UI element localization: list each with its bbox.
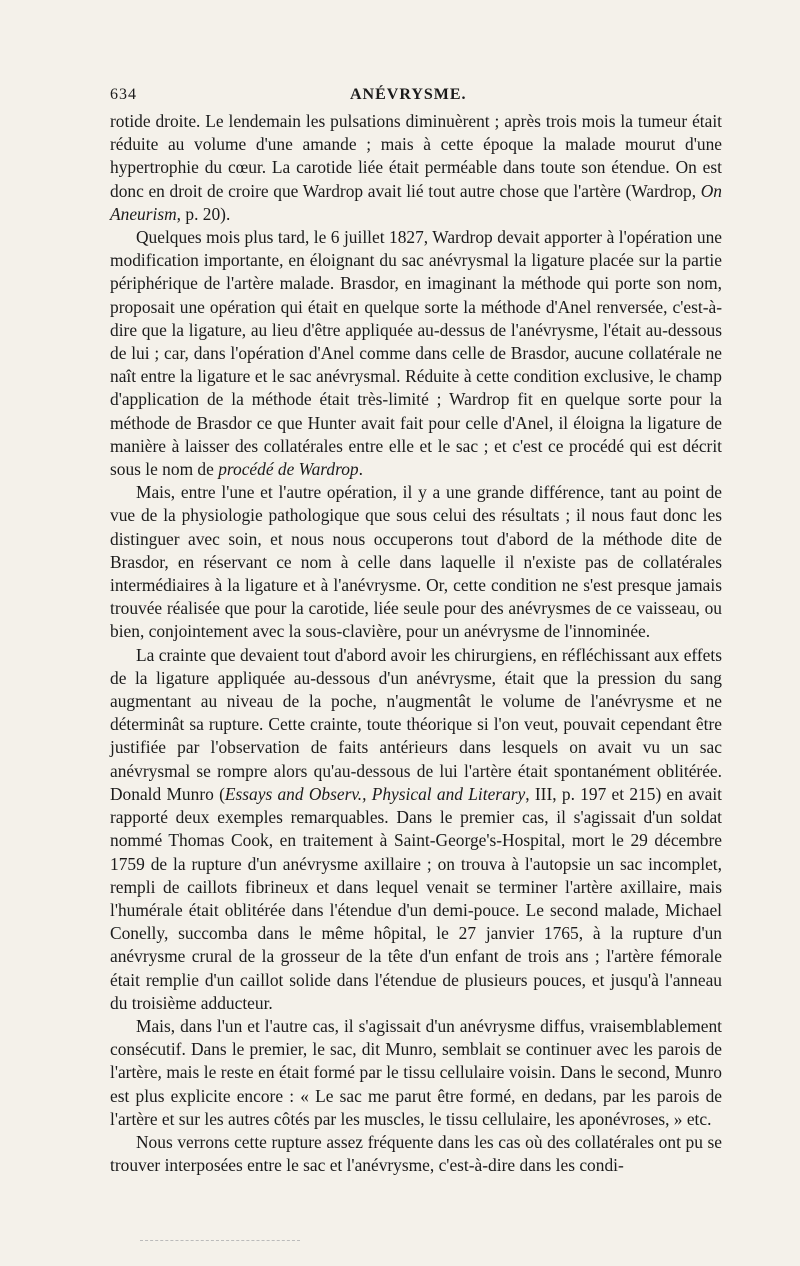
text-run: Mais, dans l'un et l'autre cas, il s'agissait d'un anévrysme diffus, vraisemblablement consécutif. Dans le premier, le sac, dit Munro, semblait se continuer avec les parois de l'artère, mais le reste en était formé par le tissu cellulaire voisin. Dans le second, Munro est plus explicite encore : « Le sac me parut être formé, en dedans, par les parois de l'artère et sur les autres côtés par les muscles, le tissu cellulaire, les aponévroses, » etc. <box>110 1015 722 1129</box>
text-run: Quelques mois plus tard, le 6 juillet 1827, Wardrop devait apporter à l'opération une modification importante, en éloignant du sac anévrysmal la ligature placée sur la partie périphérique de l'artère malade. Brasdor, en imaginant la méthode qui porte son nom, proposait une opération qui était en quelque sorte la méthode d'Anel renversée, c'est-à-dire que la ligature, au lieu d'être appliquée au-dessus de l'anévrysme, l'était au-dessous de lui ; car, dans l'opération d'Anel comme dans celle de Brasdor, aucune collatérale ne naît entre la ligature et le sac anévrysmal. Réduite à cette condition exclusive, le champ d'application de la méthode était très-limité ; Wardrop fit en quelque sorte pour la méthode de Brasdor ce que Hunter avait fait pour celle d'Anel, il éloigna la ligature de manière à laisser des collatérales entre elle et le sac ; et c'est ce procédé qui est décrit sous le nom de <box>110 227 722 480</box>
paragraph <box>110 644 722 1015</box>
text-run: , III, p. 197 et 215) en avait rapporté deux exemples remarquables. Dans le premier cas, il s'agissait d'un soldat nommé Thomas Cook, en traitement à Saint-George's-Hospital, mort le 29 décembre 1759 de la rupture d'un anévrysme axillaire ; on trouva à l'autopsie un sac incomplet, rempli de caillots fibrineux et dans lequel venait se terminer l'artère axillaire, mais l'humérale était oblitérée dans l'étendue d'un demi-pouce. Le second malade, Michael Conelly, succomba dans le même hôpital, le 27 janvier 1765, à la rupture d'un anévrysme crural de la grosseur de la tête d'un enfant de trois ans ; l'artère fémorale était remplie d'un caillot solide dans l'étendue de plusieurs pouces, et jusqu'à l'anneau du troisième adducteur. <box>110 783 722 1013</box>
text-run: . <box>358 459 363 480</box>
running-header <box>110 80 722 110</box>
paragraph <box>110 110 722 226</box>
running-title: ANÉVRYSME. <box>350 86 467 103</box>
italic-citation: Essays and Observ., Physical and Literary <box>224 783 526 804</box>
page-number: 634 <box>110 86 137 103</box>
footer-rule <box>140 1240 300 1241</box>
italic-citation: procédé de Wardrop <box>218 459 359 480</box>
italic-citation: On Aneurism <box>110 180 722 224</box>
paragraph <box>110 481 722 643</box>
body-text <box>110 110 722 1177</box>
text-run: Mais, entre l'une et l'autre opération, il y a une grande différence, tant au point de vue de la physiologie pathologique que sous celui des résultats ; il nous faut donc les distinguer avec soin, et nous nous occuperons tout d'abord de la méthode dite de Brasdor, en réservant ce nom à celle dans laquelle il n'existe pas de collatérales intermédiaires à la ligature et à l'anévrysme. Or, cette condition ne s'est presque jamais trouvée réalisée que pour la carotide, liée seule pour des anévrysmes de ce vaisseau, ou bien, conjointement avec la sous-clavière, pour un anévrysme de l'innominée. <box>110 482 722 642</box>
text-run: La crainte que devaient tout d'abord avoir les chirurgiens, en réfléchissant aux effets de la ligature appliquée au-dessous d'un anévrysme, était que la pression du sang augmentant au niveau de la poche, n'augmentât le volume de l'anévrysme et ne déterminât sa rupture. Cette crainte, toute théorique si l'on veut, pouvait cependant être justifiée par l'observation de faits antérieurs dans lesquels on avait vu un sac anévrysmal se rompre alors qu'au-dessous de lui l'artère était spontanément oblitérée. Donald Munro ( <box>110 644 722 804</box>
text-run: Nous verrons cette rupture assez fréquente dans les cas où des collatérales ont pu se trouver interposées entre le sac et l'anévrysme, c'est-à-dire dans les condi- <box>110 1131 722 1176</box>
text-run: rotide droite. Le lendemain les pulsations diminuèrent ; après trois mois la tumeur était réduite au volume d'une amande ; mais à cette époque la malade mourut d'une hypertrophie du cœur. La carotide liée était perméable dans toute son étendue. On est donc en droit de croire que Wardrop avait lié tout autre chose que l'artère (Wardrop, <box>110 111 722 201</box>
page <box>110 80 722 1177</box>
paragraph <box>110 1131 722 1177</box>
paragraph <box>110 226 722 481</box>
paragraph <box>110 1015 722 1131</box>
text-run: , p. 20). <box>176 203 231 224</box>
